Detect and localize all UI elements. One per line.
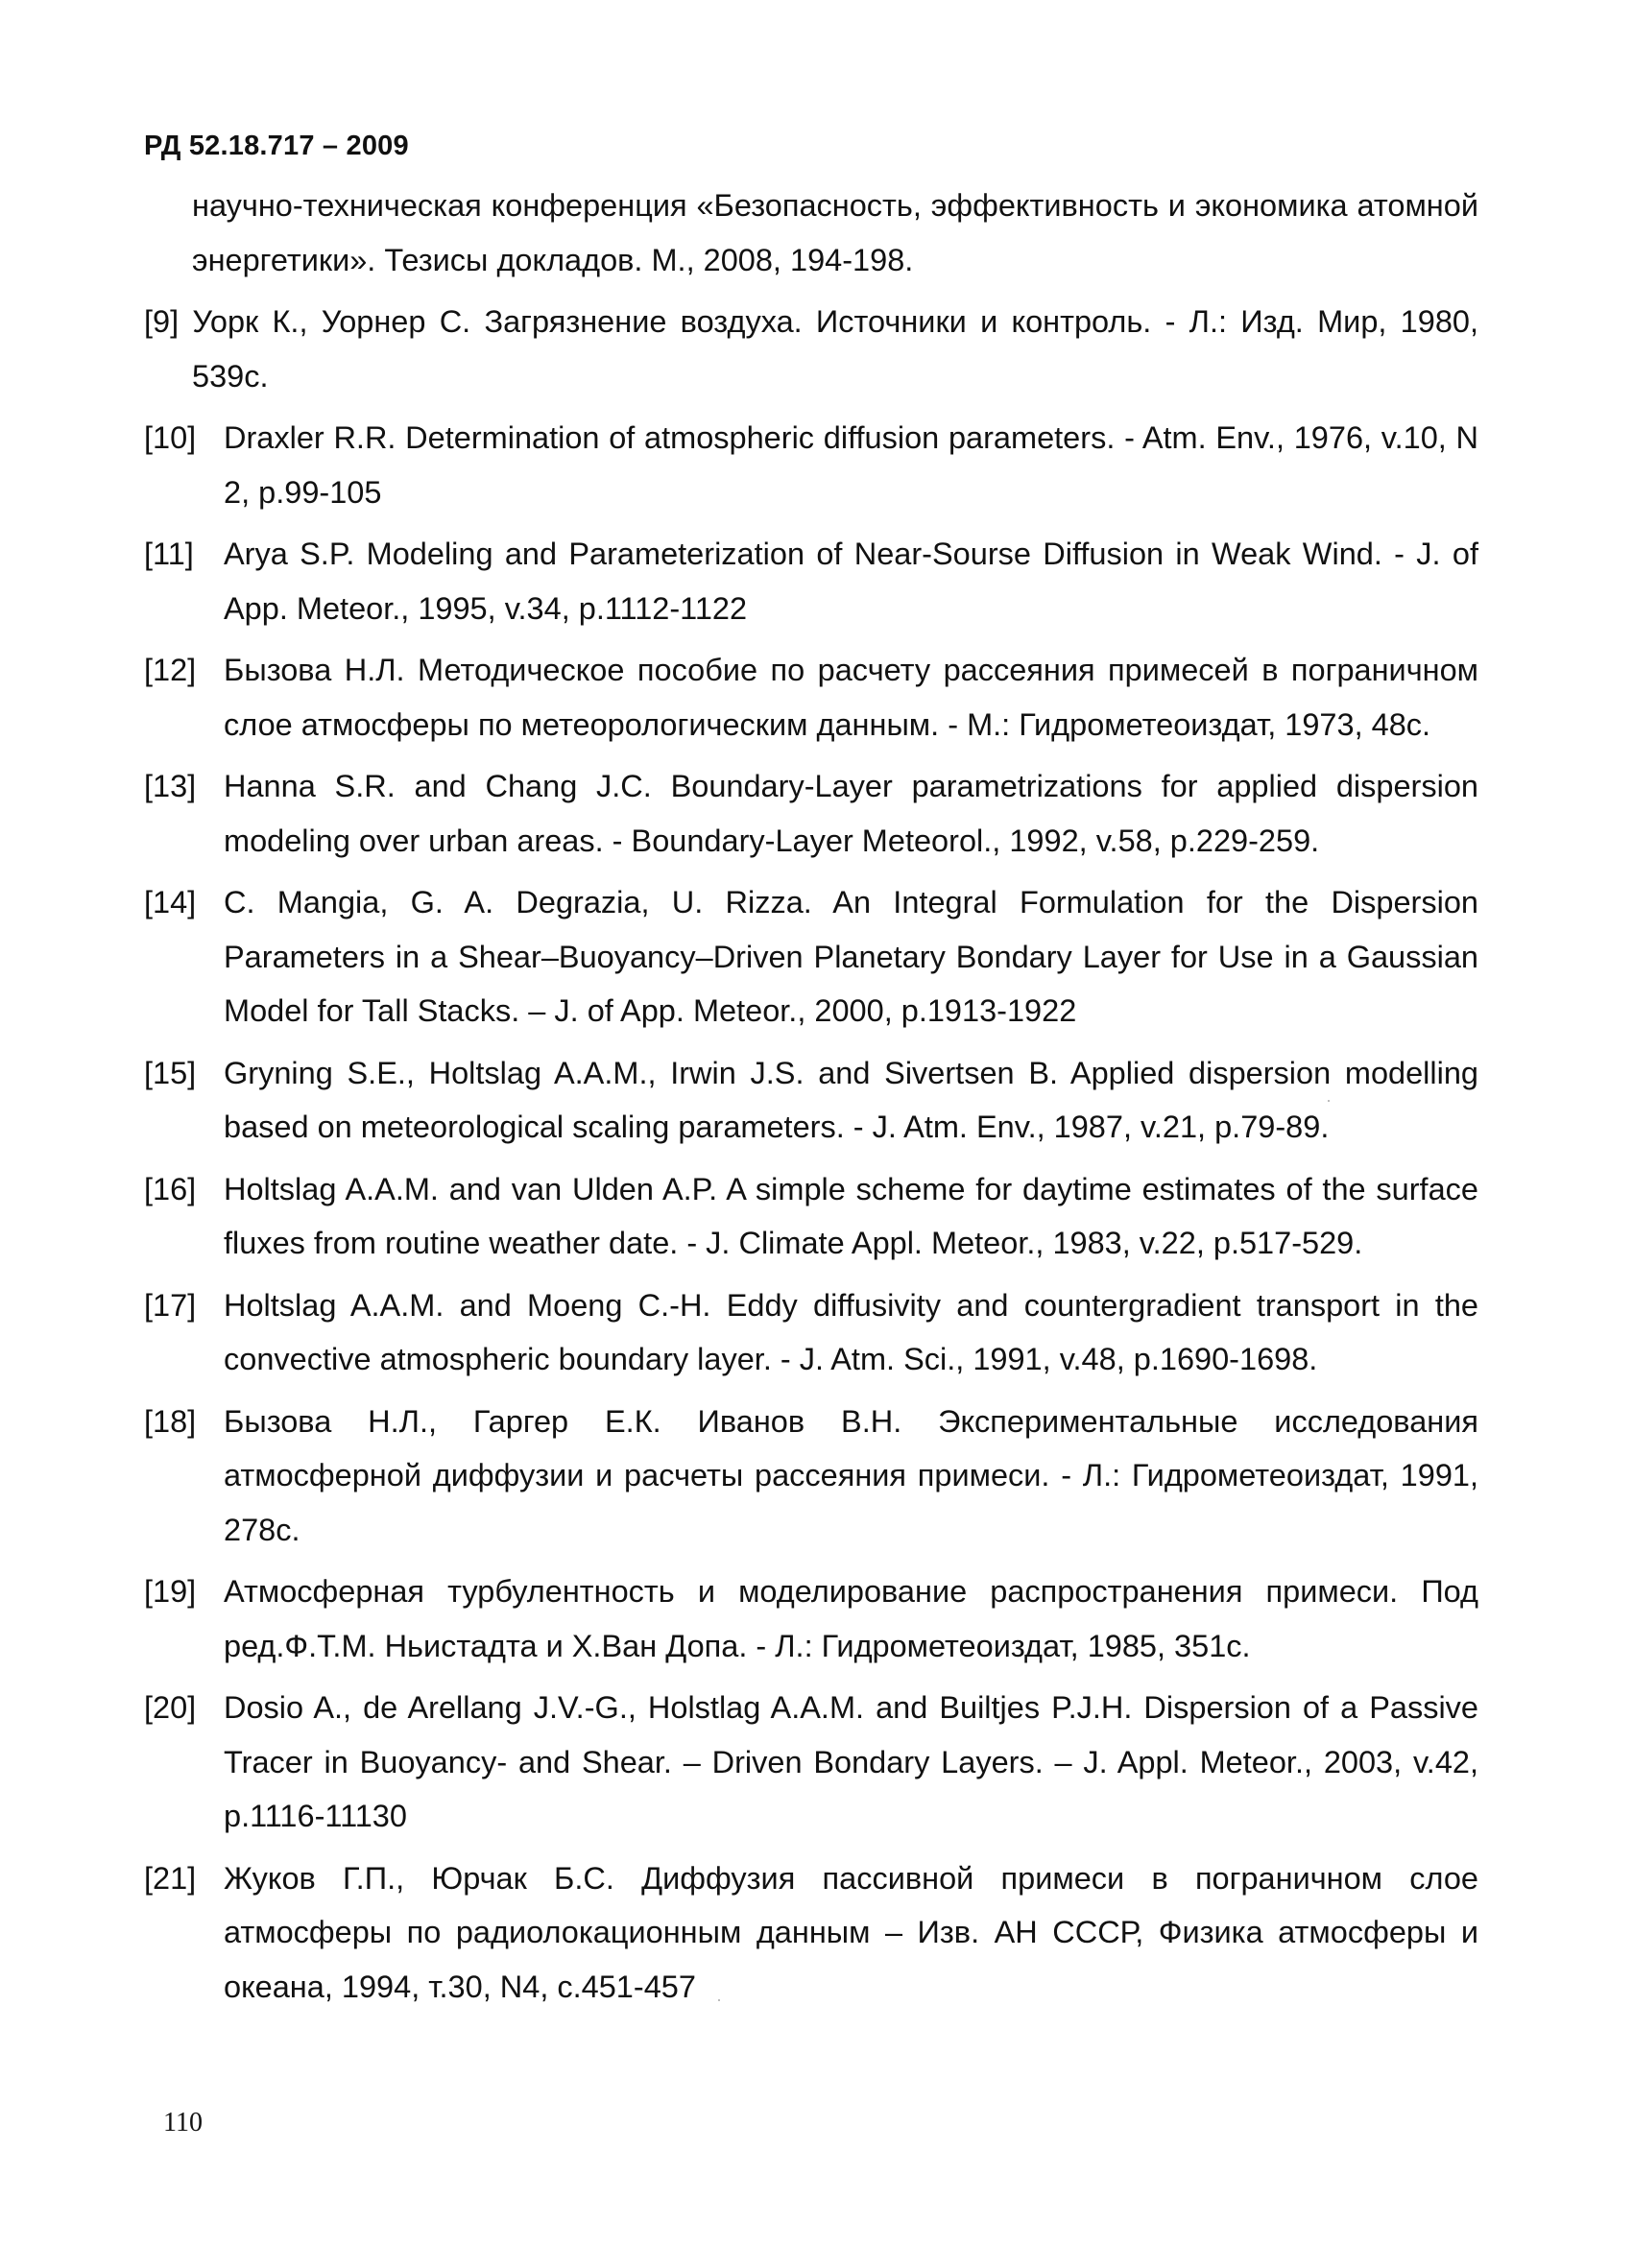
reference-text: Жуков Г.П., Юрчак Б.С. Диффузия пассивной примеси в пограничном слое атмосферы по радиолокационным данным – Изв. АН СССР, Физика атмосферы и океана, 1994, т.30, N4, с.451-457	[224, 1860, 1478, 2004]
reference-item	[144, 527, 1478, 635]
reference-text: Gryning S.E., Holtslag A.A.M., Irwin J.S. and Sivertsen B. Applied dispersion modelling based on meteorological scaling parameters. - J. Atm. Env., 1987, v.21, p.79-89.	[224, 1055, 1478, 1144]
reference-number: [14]	[144, 885, 197, 919]
document-code-header: РД 52.18.717 – 2009	[144, 131, 409, 161]
reference-item	[144, 1681, 1478, 1844]
reference-item	[144, 875, 1478, 1039]
reference-text	[144, 295, 1478, 403]
reference-item	[144, 1851, 1478, 2015]
reference-text: Draxler R.R. Determination of atmospheric diffusion parameters. - Atm. Env., 1976, v.10, N 2, p.99-105	[224, 420, 1478, 510]
scan-speck	[718, 1999, 720, 2001]
reference-number: [19]	[144, 1574, 197, 1609]
reference-item	[144, 295, 1478, 403]
reference-text: Атмосферная турбулентность и моделирование распространения примеси. Под ред.Ф.Т.М. Ньистадта и Х.Ван Допа. - Л.: Гидрометеоиздат, 1985, 351с.	[224, 1574, 1478, 1663]
reference-text: научно-техническая конференция «Безопасность, эффективность и экономика атомной энергетики». Тезисы докладов. М., 2008, 194-198.	[192, 188, 1478, 277]
reference-item	[144, 1278, 1478, 1387]
reference-item	[144, 1162, 1478, 1271]
reference-text: Holtslag A.A.M. and van Ulden A.P. A simple scheme for daytime estimates of the surface fluxes from routine weather date. - J. Climate Appl. Meteor., 1983, v.22, p.517-529.	[224, 1171, 1478, 1260]
reference-item	[144, 643, 1478, 752]
reference-text: Holtslag A.A.M. and Moeng C.-H. Eddy diffusivity and countergradient transport in the convective atmospheric boundary layer. - J. Atm. Sci., 1991, v.48, p.1690-1698.	[224, 1287, 1478, 1376]
reference-text: C. Mangia, G. A. Degrazia, U. Rizza. An Integral Formulation for the Dispersion Parameters in a Shear–Buoyancy–Driven Planetary Bondary Layer for Use in a Gaussian Model for Tall Stacks. – J. of App. Meteor., 2000, p.1913-1922	[224, 885, 1478, 1028]
reference-number: [16]	[144, 1171, 197, 1206]
reference-number: [12]	[144, 653, 197, 687]
reference-number: [21]	[144, 1860, 197, 1896]
reference-text: Dosio A., de Arellang J.V.-G., Holstlag A.A.M. and Builtjes P.J.H. Dispersion of a Passive Tracer in Buoyancy- and Shear. – Driven Bondary Layers. – J. Appl. Meteor., 2003, v.42, p.1116-11130	[224, 1690, 1478, 1833]
reference-item	[144, 411, 1478, 519]
reference-number: [13]	[144, 769, 197, 803]
reference-body: Уорк К., Уорнер С. Загрязнение воздуха. Источники и контроль. - Л.: Изд. Мир, 1980, 539с.	[192, 304, 1479, 394]
reference-number: [18]	[144, 1403, 197, 1439]
scan-speck	[1328, 1100, 1330, 1102]
reference-number: [9]	[144, 304, 180, 339]
reference-number: [15]	[144, 1055, 197, 1090]
reference-item	[144, 759, 1478, 868]
reference-continuation	[144, 179, 1478, 287]
reference-number: [10]	[144, 420, 197, 455]
reference-list	[144, 179, 1478, 2021]
reference-number: [20]	[144, 1690, 197, 1725]
reference-item	[144, 1046, 1478, 1155]
reference-number: [17]	[144, 1287, 197, 1323]
reference-text: Arya S.P. Modeling and Parameterization of Near-Sourse Diffusion in Weak Wind. - J. of App. Meteor., 1995, v.34, p.1112-1122	[224, 537, 1478, 626]
page-number: 110	[163, 2108, 203, 2137]
reference-text: Бызова Н.Л. Методическое пособие по расчету рассеяния примесей в пограничном слое атмосферы по метеорологическим данным. - М.: Гидрометеоиздат, 1973, 48с.	[224, 653, 1478, 742]
reference-text: Бызова Н.Л., Гаргер Е.К. Иванов В.Н. Экспериментальные исследования атмосферной диффузии и расчеты рассеяния примеси. - Л.: Гидрометеоиздат, 1991, 278с.	[224, 1403, 1478, 1547]
reference-item	[144, 1395, 1478, 1558]
reference-item	[144, 1564, 1478, 1673]
reference-number: [11]	[144, 537, 194, 571]
reference-text: Hanna S.R. and Chang J.C. Boundary-Layer parametrizations for applied dispersion modeling over urban areas. - Boundary-Layer Meteorol., 1992, v.58, p.229-259.	[224, 769, 1478, 858]
